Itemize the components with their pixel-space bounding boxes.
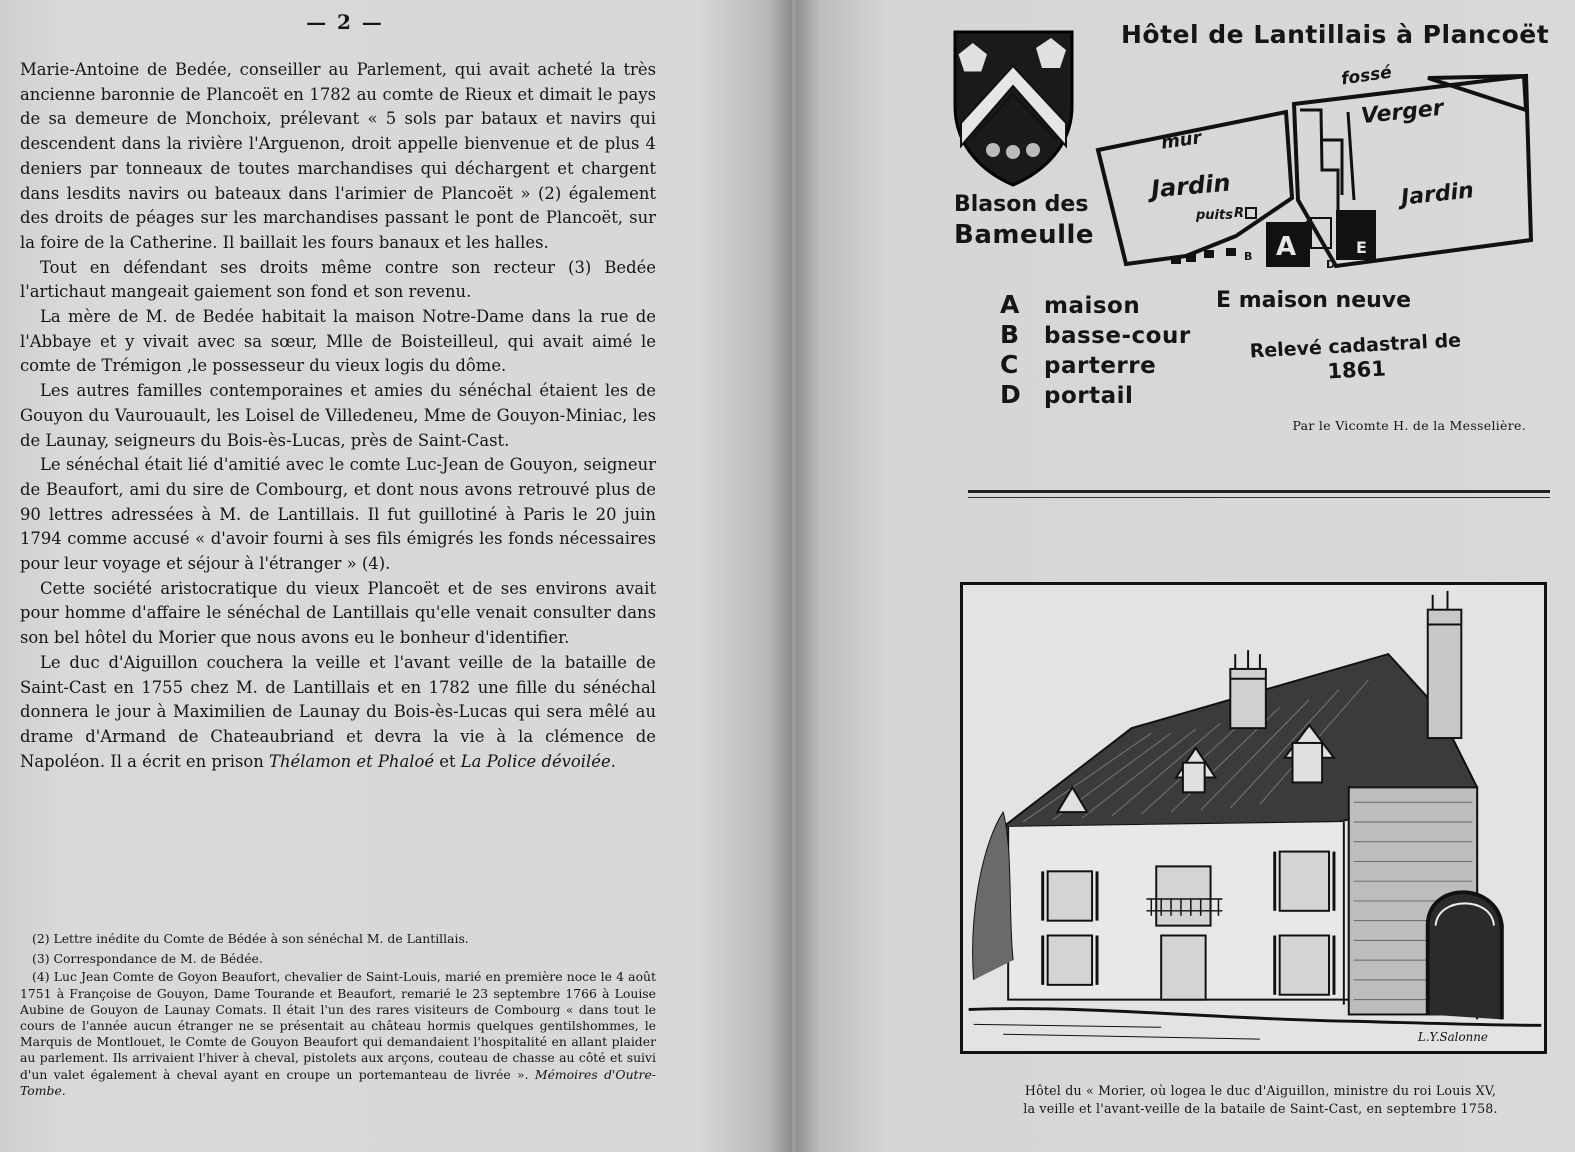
legend-value: parterre xyxy=(1044,353,1157,379)
legend-value: maison xyxy=(1044,293,1141,319)
paragraph: Marie-Antoine de Bedée, conseiller au Parlement, qui avait acheté la très ancienne baronnie de Plancoët en 1782 au comte de Rieux et dimait le pays de sa demeure de Monchoix, prélevant « 5 sols par bataux et navirs qui descendent dans la rivière l'Arguenon, droit appelle bienvenue et de plus 4 deniers par tonneaux de toutes marchandises qui déchargent et chargent dans lesdits navirs ou bateaux dans l'arimier de Plancoët » (2) également des droits de péages sur les marchandises passant le pont de Plancoët, sur la foire de la Catherine. Il baillait les fours banaux et les halles. xyxy=(20,60,656,252)
legend-key: A xyxy=(1000,290,1020,319)
label-d: D xyxy=(1326,258,1336,271)
legend-e xyxy=(1216,288,1411,313)
paragraph-last xyxy=(20,651,656,775)
legend-key: D xyxy=(1000,380,1021,409)
page-number: — 2 — xyxy=(306,10,384,34)
engraving-signature: L.Y.Salonne xyxy=(1417,1030,1488,1045)
label-puits-mark: R xyxy=(1234,206,1245,221)
plan-credit: Par le Vicomte H. de la Messelière. xyxy=(1292,418,1526,433)
legend-row xyxy=(1000,380,1191,410)
plan-legend xyxy=(1000,290,1191,410)
legend-row xyxy=(1000,320,1191,350)
label-puits: puits xyxy=(1196,208,1233,223)
period: . xyxy=(610,751,616,771)
house-drawing xyxy=(963,585,1544,1051)
label-c: C xyxy=(1304,218,1313,232)
blason-line: Bameulle xyxy=(954,220,1095,250)
label-e: E xyxy=(1356,238,1367,257)
label-verger: Verger xyxy=(1359,95,1445,130)
footnote-long xyxy=(20,969,656,1099)
caption-line: la veille et l'avant-veille de la bataile de Saint-Cast, en septembre 1758. xyxy=(1023,1101,1498,1116)
footnote: (2) Lettre inédite du Comte de Bédée à son sénéchal M. de Lantillais. xyxy=(32,931,469,946)
legend-value: portail xyxy=(1044,383,1134,409)
cadastral-plan xyxy=(1086,60,1536,280)
paragraph-text: Le duc d'Aiguillon couchera la veille et l'avant veille de la bataille de Saint-Cast en 1755 chez M. de Lantillais et en 1782 une fille du sénéchal donnera le jour à Maximilien de Launay du Bois-ès-Lucas qui sera mêlé au drame d'Armand de Chateaubriand et devra la vie à la clémence de Napoléon. Il a écrit en prison xyxy=(20,652,656,771)
work-title: Thélamon et Phaloé xyxy=(269,751,435,771)
legend-row xyxy=(1000,350,1191,380)
label-jardin-right: Jardin xyxy=(1399,178,1475,211)
paragraph: La mère de M. de Bedée habitait la maison Notre-Dame dans la rue de l'Abbaye et y vivait avec sa sœur, Mlle de Boisteilleul, qui avait aimé le comte de Trémigon ,le possesseur du vieux logis du dôme. xyxy=(20,307,656,376)
caption-line: Hôtel du « Morier, où logea le duc d'Aiguillon, ministre du roi Louis XV, xyxy=(1024,1083,1497,1098)
paragraph: Les autres familles contemporaines et amies du sénéchal étaient les de Gouyon du Vaurouault, les Loisel de Villedeneu, Mme de Gouyon-Miniac, les de Launay, seigneurs du Bois-ès-Lucas, près de Saint-Cast. xyxy=(20,381,656,450)
footnote: (3) Correspondance de M. de Bédée. xyxy=(32,951,263,967)
right-page xyxy=(796,0,1575,1152)
legend-key: E xyxy=(1216,288,1232,313)
divider xyxy=(968,497,1550,498)
coat-of-arms-icon xyxy=(951,28,1076,188)
legend-value: basse-cour xyxy=(1044,323,1191,349)
legend-key: B xyxy=(1000,320,1020,349)
paragraph: Tout en défendant ses droits même contre son recteur (3) Bedée l'artichaut mangeait gaiement son fond et son revenu. xyxy=(20,257,656,302)
plan-title: Hôtel de Lantillais à Plancoët xyxy=(1121,20,1550,49)
footnote-text: (4) Luc Jean Comte de Goyon Beaufort, chevalier de Saint-Louis, marié en première noce le 4 août 1751 à Françoise de Gouyon, Dame Tourande et Beaufort, remarié le 23 septembre 1766 à Louise Aubine de Gouyon de Launay Comats. Il était l'un des rares visiteurs de Combourg « dans tout le cours de l'année aucun étranger ne se présentait au château hormis quelques gentilshommes, le Marquis de Montlouet, le Comte de Gouyon Beaufort qui demandaient l'hospitalité en allant plaider au parlement. Ils arrivaient l'hiver à cheval, pistolets aux arçons, couteau de chasse au côté et suivi d'un valet également à cheval ayant en croupe un portemanteau de livrée ». xyxy=(20,969,656,1082)
joiner: et xyxy=(439,751,456,771)
house-engraving xyxy=(960,582,1547,1054)
engraving-caption xyxy=(968,1082,1553,1118)
legend-key: C xyxy=(1000,350,1019,379)
releve-line: Relevé cadastral de xyxy=(1249,329,1462,363)
label-a: A xyxy=(1276,232,1297,262)
work-title: La Police dévoilée xyxy=(460,751,611,771)
label-fosse: fossé xyxy=(1339,62,1393,90)
releve-year: 1861 xyxy=(1326,356,1387,384)
releve-cadastral xyxy=(1225,327,1487,389)
paragraph: Cette société aristocratique du vieux Plancoët et de ses environs avait pour homme d'affaire le sénéchal de Lantillais qu'elle venait consulter dans son bel hôtel du Morier que nous avons eu le bonheur d'identifier. xyxy=(20,578,656,648)
body-text xyxy=(20,58,656,774)
footnotes xyxy=(20,931,656,1103)
label-mur: mur xyxy=(1159,127,1203,154)
legend-value: maison neuve xyxy=(1238,288,1412,313)
legend-row xyxy=(1000,290,1191,320)
label-b: B xyxy=(1244,250,1253,263)
divider xyxy=(968,490,1550,493)
paragraph: Le sénéchal était lié d'amitié avec le comte Luc-Jean de Gouyon, seigneur de Beaufort, ami du sire de Combourg, et dont nous avons retrouvé plus de 90 lettres adressées à M. de Lantillais. Il fut guillotiné à Paris le 20 juin 1794 comme accusé « d'avoir fourni à ses fils émigrés les fonds nécessaires pour leur voyage et séjour à l'étranger » (4). xyxy=(20,455,656,574)
label-jardin-left: Jardin xyxy=(1149,168,1232,204)
blason-line: Blason des xyxy=(954,192,1089,217)
footnote-source: Mémoires d'Outre-Tombe. xyxy=(20,1066,656,1098)
